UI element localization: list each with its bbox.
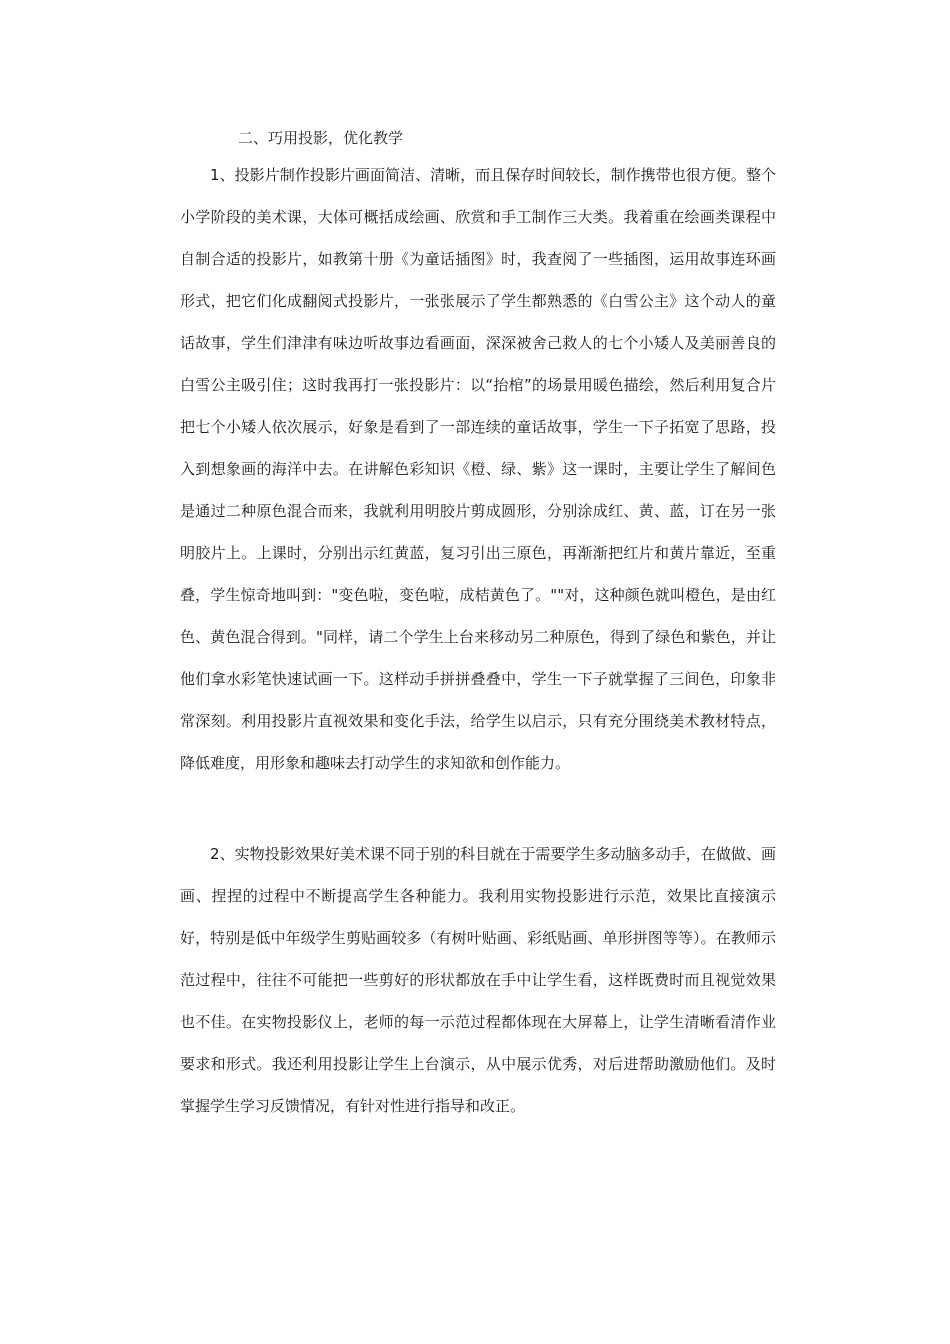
paragraph-projection-slides: 1、投影片制作投影片画面简洁、清晰，而且保存时间较长，制作携带也很方便。整个小学阶段的美术课，大体可概括成绘画、欣赏和手工制作三大类。我着重在绘画类课程中自制合适的投影片，如教第十册《为童话插图》时，我查阅了一些插图，运用故事连环画形式，把它们化成翻阅式投影片，一张张展示了学生都熟悉的《白雪公主》这个动人的童话故事，学生们津津有味边听故事边看画面，深深被舍己救人的七个小矮人及美丽善良的白雪公主吸引住；这时我再打一张投影片：以“抬棺”的场景用暖色描绘，然后利用复合片把七个小矮人依次展示，好象是看到了一部连续的童话故事，学生一下子拓宽了思路，投入到想象画的海洋中去。在讲解色彩知识《橙、绿、紫》这一课时，主要让学生了解间色是通过二种原色混合而来，我就利用明胶片剪成圆形，分别涂成红、黄、蓝，订在另一张明胶片上。上课时，分别出示红黄蓝，复习引出三原色，再渐渐把红片和黄片靠近，至重叠，学生惊奇地叫到："变色啦，变色啦，成桔黄色了。""对，这种颜色就叫橙色，是由红色、黄色混合得到。"同样，请二个学生上台来移动另二种原色，得到了绿色和紫色，并让他们拿水彩笔快速试画一下。这样动手拼拼叠叠中，学生一下子就掌握了三间色，印象非常深刻。利用投影片直视效果和变化手法，给学生以启示，只有充分围绕美术教材特点，降低难度，用形象和趣味去打动学生的求知欲和创作能力。 xyxy=(180,166,776,772)
paragraph-object-projection: 2、实物投影效果好美术课不同于别的科目就在于需要学生多动脑多动手，在做做、画画、捏捏的过程中不断提高学生各种能力。我利用实物投影进行示范，效果比直接演示好，特别是低中年级学生剪贴画较多（有树叶贴画、彩纸贴画、单形拼图等等）。在教师示范过程中，往往不可能把一些剪好的形状都放在手中让学生看，这样既费时而且视觉效果也不佳。在实物投影仪上，老师的每一示范过程都体现在大屏幕上，让学生清晰看清作业要求和形式。我还利用投影让学生上台演示，从中展示优秀，对后进帮助激励他们。及时掌握学生学习反馈情况，有针对性进行指导和改正。 xyxy=(180,845,776,1115)
section-heading: 二、巧用投影，优化教学 xyxy=(238,129,404,147)
